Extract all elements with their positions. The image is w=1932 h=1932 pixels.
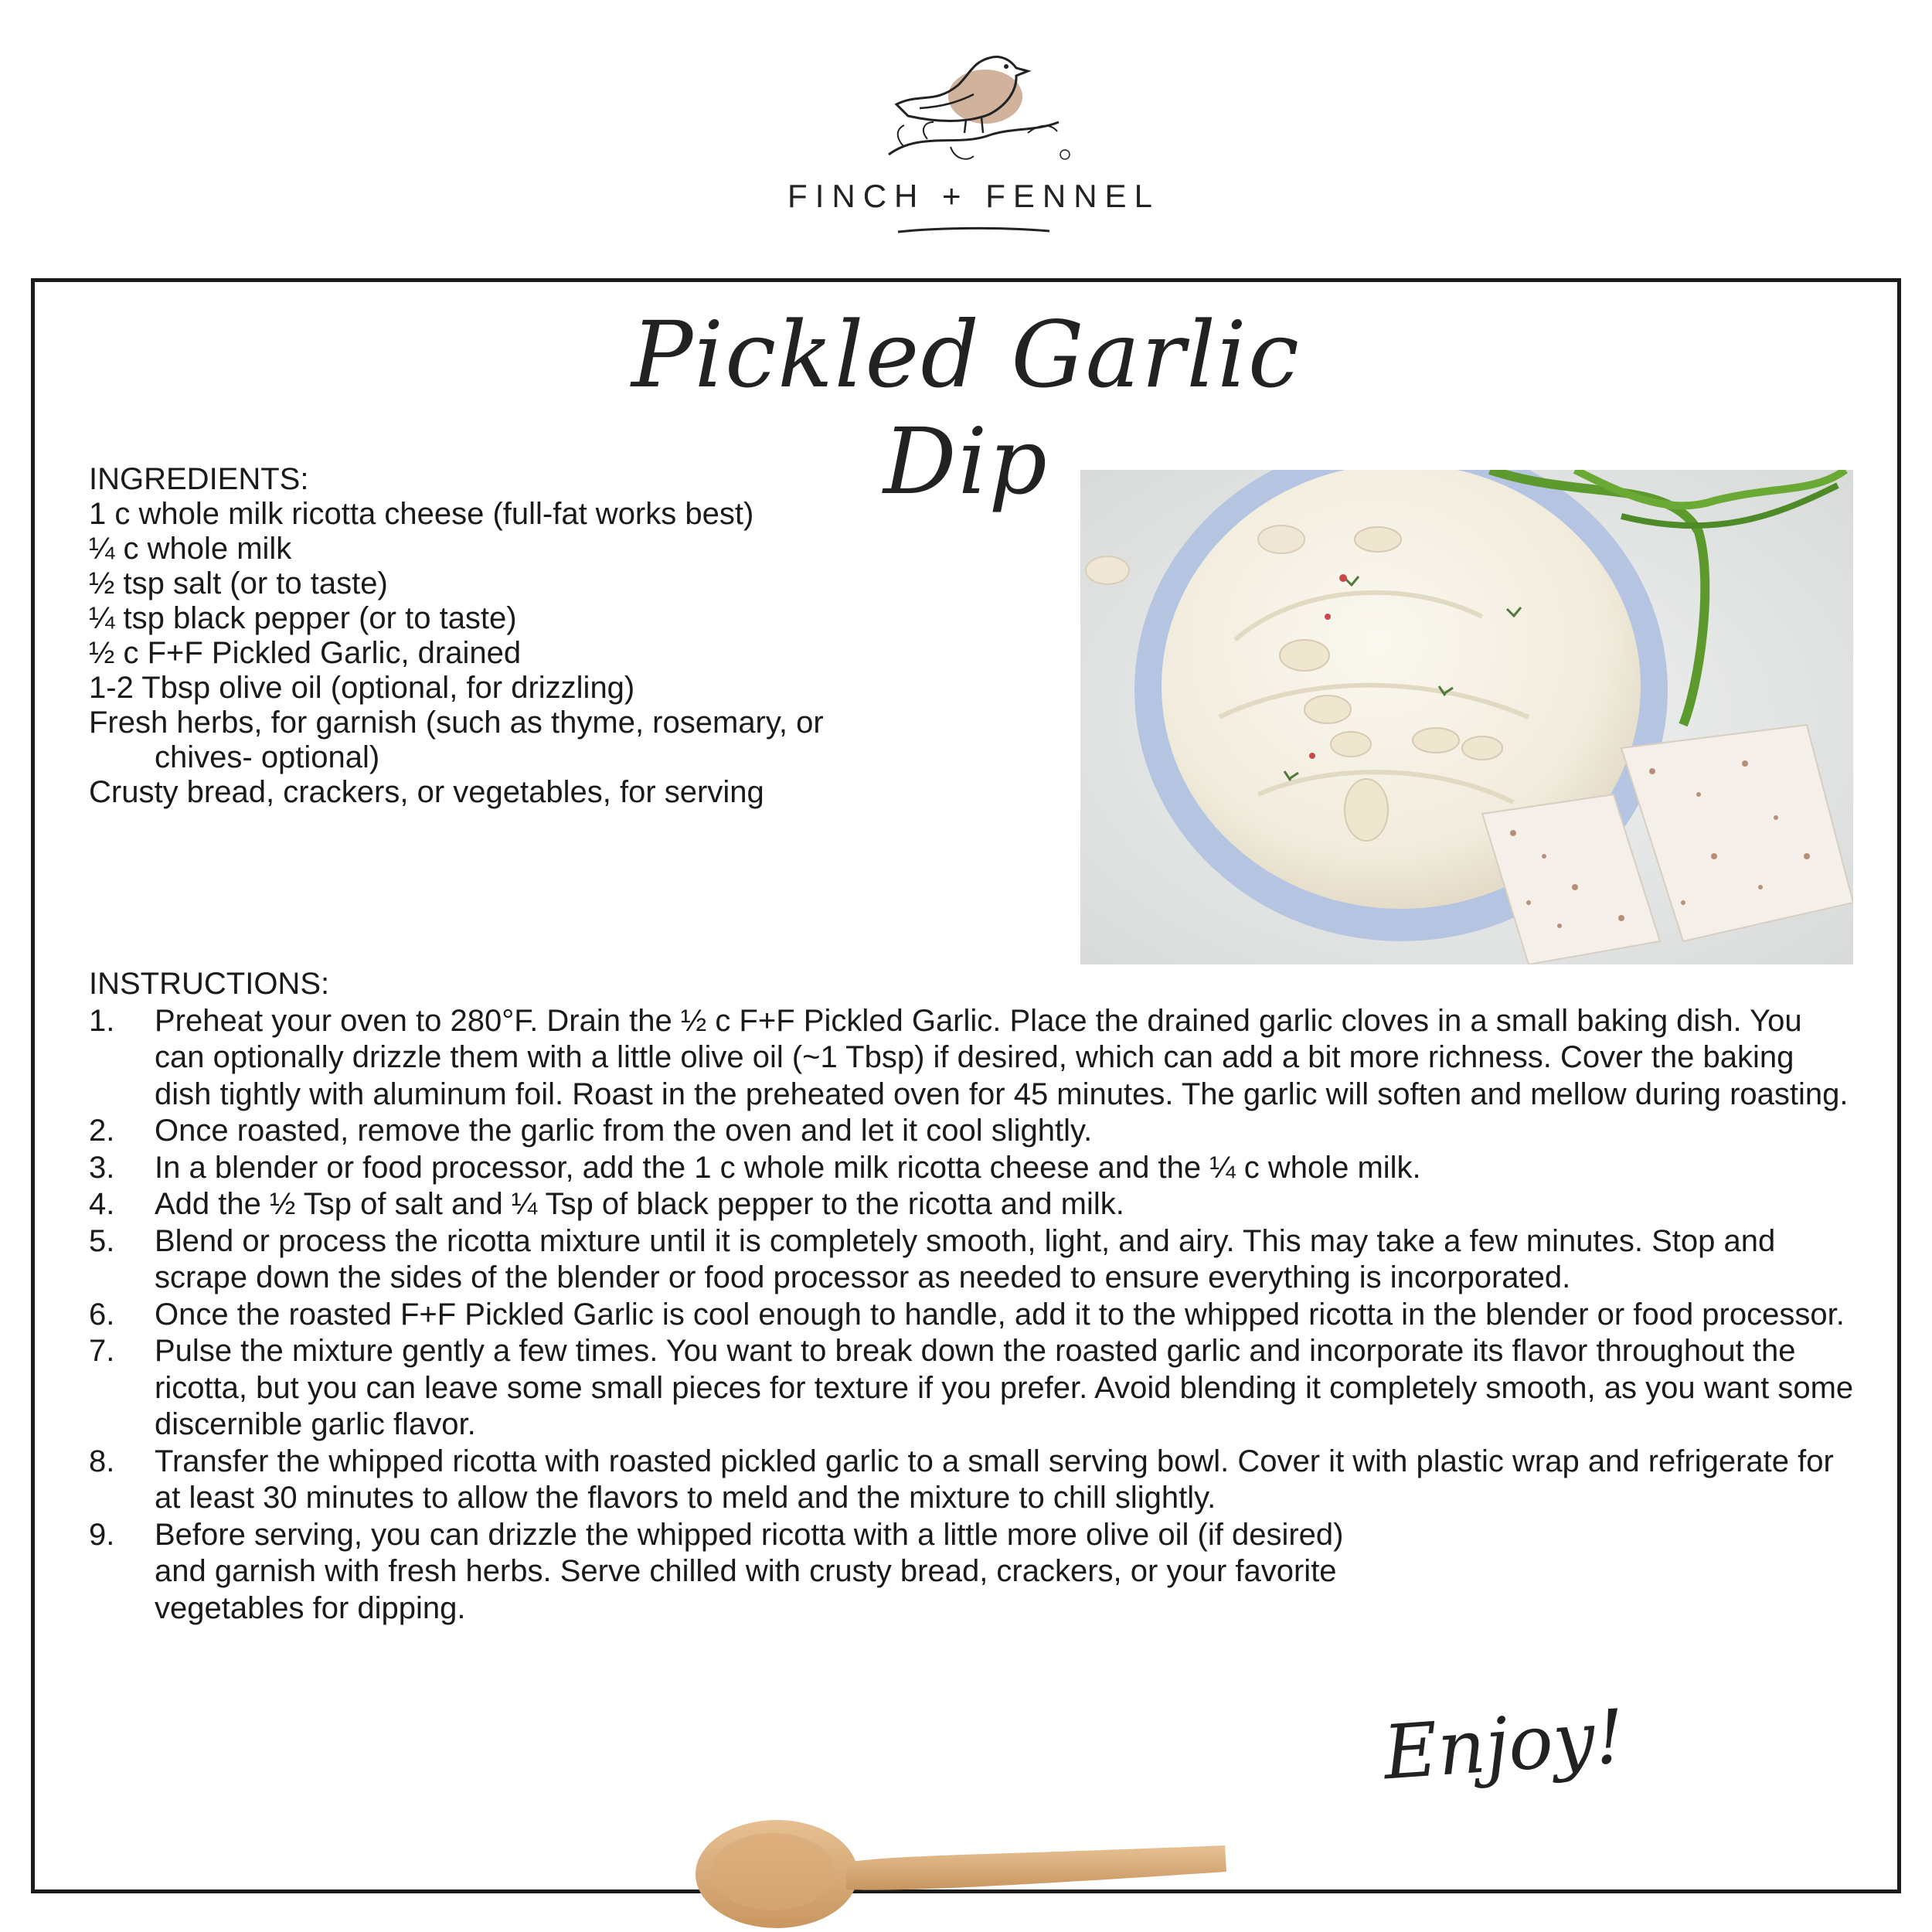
closing-note: Enjoy! — [1380, 1692, 1628, 1797]
step-number: 7. — [89, 1334, 115, 1368]
instruction-steps — [89, 1003, 1859, 1628]
instruction-step — [89, 1113, 1859, 1150]
step-number: 9. — [89, 1517, 115, 1552]
instruction-step — [89, 1333, 1859, 1444]
instruction-step — [89, 1150, 1859, 1187]
instructions-heading: INSTRUCTIONS: — [89, 967, 330, 1001]
step-text: Add the ½ Tsp of salt and ¼ Tsp of black pepper to the ricotta and milk. — [155, 1187, 1124, 1221]
instruction-step — [89, 1517, 1859, 1628]
ingredient-item: ½ tsp salt (or to taste) — [89, 566, 388, 600]
finch-bird-icon — [873, 31, 1074, 170]
step-number: 8. — [89, 1444, 115, 1478]
ingredient-item: 1-2 Tbsp olive oil (optional, for drizzling) — [89, 671, 635, 705]
instruction-step — [89, 1223, 1859, 1297]
instructions-section — [89, 966, 1859, 1627]
ingredients-heading: INGREDIENTS: — [89, 462, 309, 496]
step-text: Transfer the whipped ricotta with roasted pickled garlic to a small serving bowl. Cover it with plastic wrap and refrigerate for at least 30 minutes to allow the flavors to meld and the mixture to chill slightly. — [155, 1444, 1834, 1515]
step-text: Preheat your oven to 280°F. Drain the ½ c F+F Pickled Garlic. Place the drained garlic cloves in a small baking dish. You can optionally drizzle them with a little olive oil (~1 Tbsp) if desired, which can add a bit more richness. Cover the baking dish tightly with aluminum foil. Roast in the preheated oven for 45 minutes. The garlic will soften and mellow during roasting. — [155, 1003, 1849, 1111]
ingredient-item-continued: chives- optional) — [155, 740, 380, 774]
step-text: Pulse the mixture gently a few times. You want to break down the roasted garlic and incorporate its flavor throughout the ricotta, but you can leave some small pieces for texture if you prefer. Avoid blending it completely smooth, as you want some discernible garlic flavor. — [155, 1334, 1854, 1441]
instruction-step — [89, 1444, 1859, 1517]
brand-underline — [896, 224, 1051, 238]
ingredient-item: 1 c whole milk ricotta cheese (full-fat works best) — [89, 497, 754, 531]
instruction-step — [89, 1003, 1859, 1114]
step-number: 3. — [89, 1150, 115, 1185]
instruction-step — [89, 1297, 1859, 1334]
step-text: Once roasted, remove the garlic from the oven and let it cool slightly. — [155, 1114, 1093, 1148]
step-number: 5. — [89, 1223, 115, 1258]
step-text: Blend or process the ricotta mixture until it is completely smooth, light, and airy. This may take a few minutes. Stop and scrape down the sides of the blender or food processor as needed to ensure everything is incorporated. — [155, 1223, 1776, 1294]
ingredient-item: ¼ c whole milk — [89, 532, 292, 566]
step-number: 1. — [89, 1003, 115, 1038]
ingredient-item: Fresh herbs, for garnish (such as thyme, rosemary, or — [89, 706, 824, 740]
ingredient-item: ½ c F+F Pickled Garlic, drained — [89, 636, 522, 670]
step-text: Once the roasted F+F Pickled Garlic is cool enough to handle, add it to the whipped ricotta in the blender or food processor. — [155, 1297, 1845, 1332]
ingredients-section — [89, 462, 1047, 810]
step-number: 2. — [89, 1114, 115, 1148]
step-text: Before serving, you can drizzle the whipped ricotta with a little more olive oil (if desired) and garnish with fresh herbs. Serve chilled with crusty bread, crackers, or your favorite vegetables for dipping. — [155, 1517, 1344, 1625]
instruction-step — [89, 1186, 1859, 1223]
step-number: 4. — [89, 1187, 115, 1221]
step-text: In a blender or food processor, add the 1 c whole milk ricotta cheese and the ¼ c whole milk. — [155, 1150, 1421, 1185]
wooden-spoon-icon — [692, 1801, 1233, 1932]
brand-name: FINCH + FENNEL — [787, 178, 1160, 214]
ingredient-item: ¼ tsp black pepper (or to taste) — [89, 601, 517, 635]
recipe-title: Pickled Garlic Dip — [631, 301, 1301, 515]
dip-bowl-photo — [1080, 470, 1853, 964]
step-number: 6. — [89, 1297, 115, 1332]
ingredient-item: Crusty bread, crackers, or vegetables, for serving — [89, 775, 764, 809]
